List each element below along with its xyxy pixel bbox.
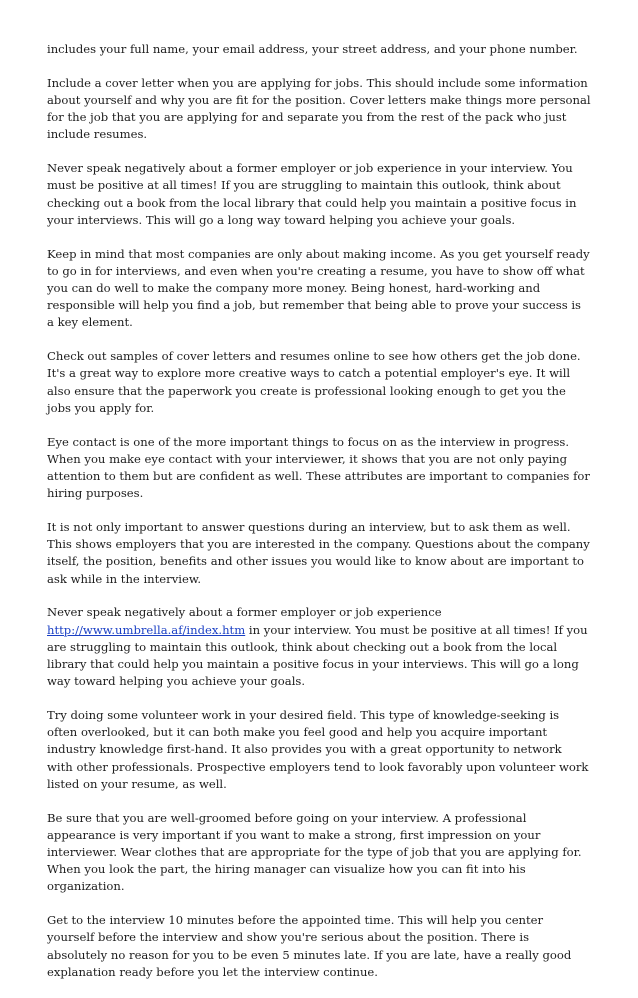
paragraph-well-groomed: Be sure that you are well-groomed before going on your interview. A professional appearance is very important if you want to make a strong, first impression on your interviewer. Wear clothes that are appropriate for the type of job that you are applying for. When you look the part, the hiring manager can visualize how you can fit into his organization. bbox=[47, 810, 582, 894]
paragraph-link-prefix: Never speak negatively about a former employer or job experience bbox=[47, 605, 442, 620]
paragraph-contact-details: includes your full name, your email address, your street address, and your phone number. bbox=[47, 42, 578, 56]
paragraph-former-employer: Never speak negatively about a former employer or job experience in your interview. You must be positive at all times! If you are struggling to maintain this outlook, think about checking out a book from the local library that could help you maintain a positive focus in your interviews. This will go a long way toward helping you achieve your goals. bbox=[47, 161, 577, 227]
paragraph-former-employer-link bbox=[47, 604, 591, 690]
paragraph-eye-contact: Eye contact is one of the more important things to focus on as the interview in progress. When you make eye contact with your interviewer, it shows that you are not only paying attention to them but are confident as well. These attributes are important to companies for hiring purposes. bbox=[47, 434, 590, 501]
paragraph-arrive-early: Get to the interview 10 minutes before the appointed time. This will help you center yourself before the interview and show you're serious about the position. There is absolutely no reason for you to be even 5 minutes late. If you are late, have a really good explanation ready before you let the interview continue. bbox=[47, 913, 572, 979]
umbrella-link[interactable]: http://www.umbrella.af/index.htm bbox=[47, 622, 246, 637]
paragraph-samples: Check out samples of cover letters and resumes online to see how others get the job done. It's a great way to explore more creative ways to catch a potential employer's eye. It will also ensure that the paperwork you create is professional looking enough to get you the jobs you apply for. bbox=[47, 349, 581, 415]
paragraph-making-income: Keep in mind that most companies are only about making income. As you get yourself ready to go in for interviews, and even when you're creating a resume, you have to show off what you can do well to make the company more money. Being honest, hard-working and responsible will help you find a job, but remember that being able to prove your success is a key element. bbox=[47, 246, 590, 330]
paragraph-ask-questions: It is not only important to answer questions during an interview, but to ask them as well. This shows employers that you are interested in the company. Questions about the company itself, the position, benefits and other issues you would like to know about are important to ask while in the interview. bbox=[47, 520, 590, 586]
paragraph-cover-letter: Include a cover letter when you are applying for jobs. This should include some information about yourself and why you are fit for the position. Cover letters make things more personal for the job that you are applying for and separate you from the rest of the pack who just include resumes. bbox=[47, 75, 591, 142]
paragraph-volunteer: Try doing some volunteer work in your desired field. This type of knowledge-seeking is often overlooked, but it can both make you feel good and help you acquire important industry knowledge first-hand. It also provides you with a great opportunity to network with other professionals. Prospective employers tend to look favorably upon volunteer work listed on your resume, as well. bbox=[47, 708, 589, 791]
paragraph-link-suffix: in your interview. You must be positive at all times! If you are struggling to maintain this outlook, think about checking out a book from the local library that could help you maintain a positive focus in your interviews. This will go a long way toward helping you achieve your goals. bbox=[47, 622, 588, 689]
document-page bbox=[47, 41, 591, 998]
